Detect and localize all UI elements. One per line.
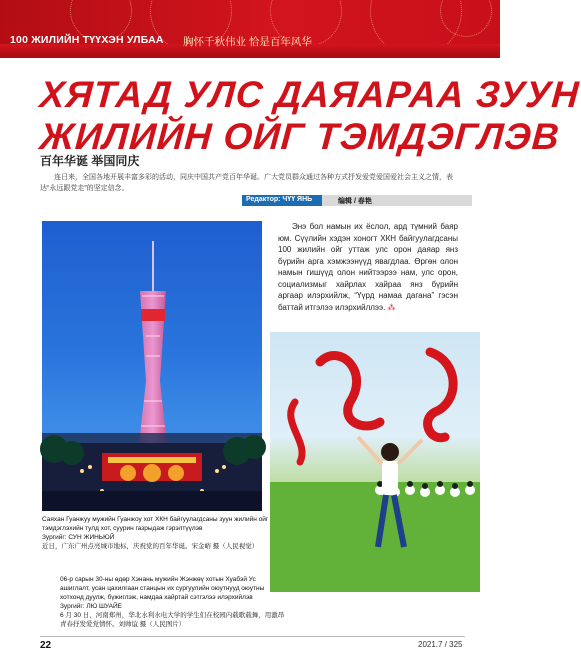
intro-paragraph: 连日来，全国各地开展丰富多彩的活动，同庆中国共产党百年华诞。广大党员群众通过各种方式抒发爱党爱国爱社会主义之情，表达“永远跟党走”的坚定信念。 — [40, 174, 453, 192]
caption-2-chinese: 6 月 30 日，河南郑州，华北水利水电大学的学生们在校园内载歌载舞，用激昂青春抒发爱党情怀。刘帅谊 摄（人民图片） — [60, 612, 285, 628]
headline-line-2: ЖИЛИЙН ОЙГ ТЭМДЭГЛЭВ — [38, 116, 562, 157]
subheadline: 百年华诞 举国同庆 — [40, 154, 140, 168]
editor-credit: Редактор: ЧҮҮ ЯНЬ — [246, 196, 313, 203]
editor-byline-bar — [242, 195, 472, 206]
headline-line-1: ХЯТАД УЛС ДАЯАРАА ЗУУН — [38, 74, 581, 115]
canton-tower-photo — [42, 221, 262, 511]
header-banner — [0, 0, 500, 58]
caption-1-mongolian: Саяхан Гуанжуу мужийн Гуанжоу хот ХКН байгуулагдсаны зуун жилийн ойг тэмдэглэхийн тулд хот, суурин газрыдаж гэрэлтүүлэв — [42, 516, 269, 532]
body-paragraph: Энэ бол намын их ёслол, ард түмний баяр юм. Сүүлийн хэдэн хоногт ХКН байгуулагдсаны 100 жилийн ойг уттаж улс орон даяар янз бүрийн арга хэмжээнүүд явагдлаа. Өргөн олон намын гишүүд олон нийтээрээ нам, улс орон, социализмыг хайрлах хайраа янз бүрийн аргаар илэрхийлж, “Үүрд намаа дагана” гэсэн баттай итгэлээ илэрхийллээ. — [278, 222, 458, 312]
section-title: 100 ЖИЛИЙН ТҮҮХЭН УЛБАА — [10, 34, 164, 46]
end-mark-icon: ⁂ — [387, 302, 396, 312]
caption-1-credit: Зургийг: СУН ЖИНЬЮЙ — [42, 534, 115, 541]
article-body — [278, 221, 458, 313]
ribbon-dance-photo — [270, 332, 480, 592]
editor-credit-chinese: 编辑 / 春艳 — [338, 198, 372, 205]
caption-2-mongolian: 06-р сарын 30-ны өдөр Хэнань мужийн Жэнжөү хотын Хуабэй Ус ашиглалт, усан цахилгаан станцын их сургуулийн оюутнууд оюутны хотхонд дуулж, бүжиглэж, намдаа хайртай сэтгэлээ илэрхийлэв — [60, 576, 265, 601]
footer-rule — [40, 636, 465, 637]
caption-1-chinese: 近日，广东广州点亮城市地标，庆祝党的百年华诞。宋金峪 摄（人民视觉） — [42, 543, 259, 550]
photo-caption-1 — [42, 515, 272, 551]
ribbon-dance-illustration — [270, 332, 480, 592]
section-subtitle: 胸怀千秋伟业 恰是百年风华 — [183, 36, 312, 48]
canton-tower-illustration — [42, 221, 262, 511]
photo-caption-2 — [60, 575, 285, 629]
issue-number: 2021.7 / 325 — [418, 640, 463, 649]
page-number: 22 — [40, 640, 52, 651]
caption-2-credit: Зургийг: ЛЮ ШУАЙЕ — [60, 603, 122, 610]
